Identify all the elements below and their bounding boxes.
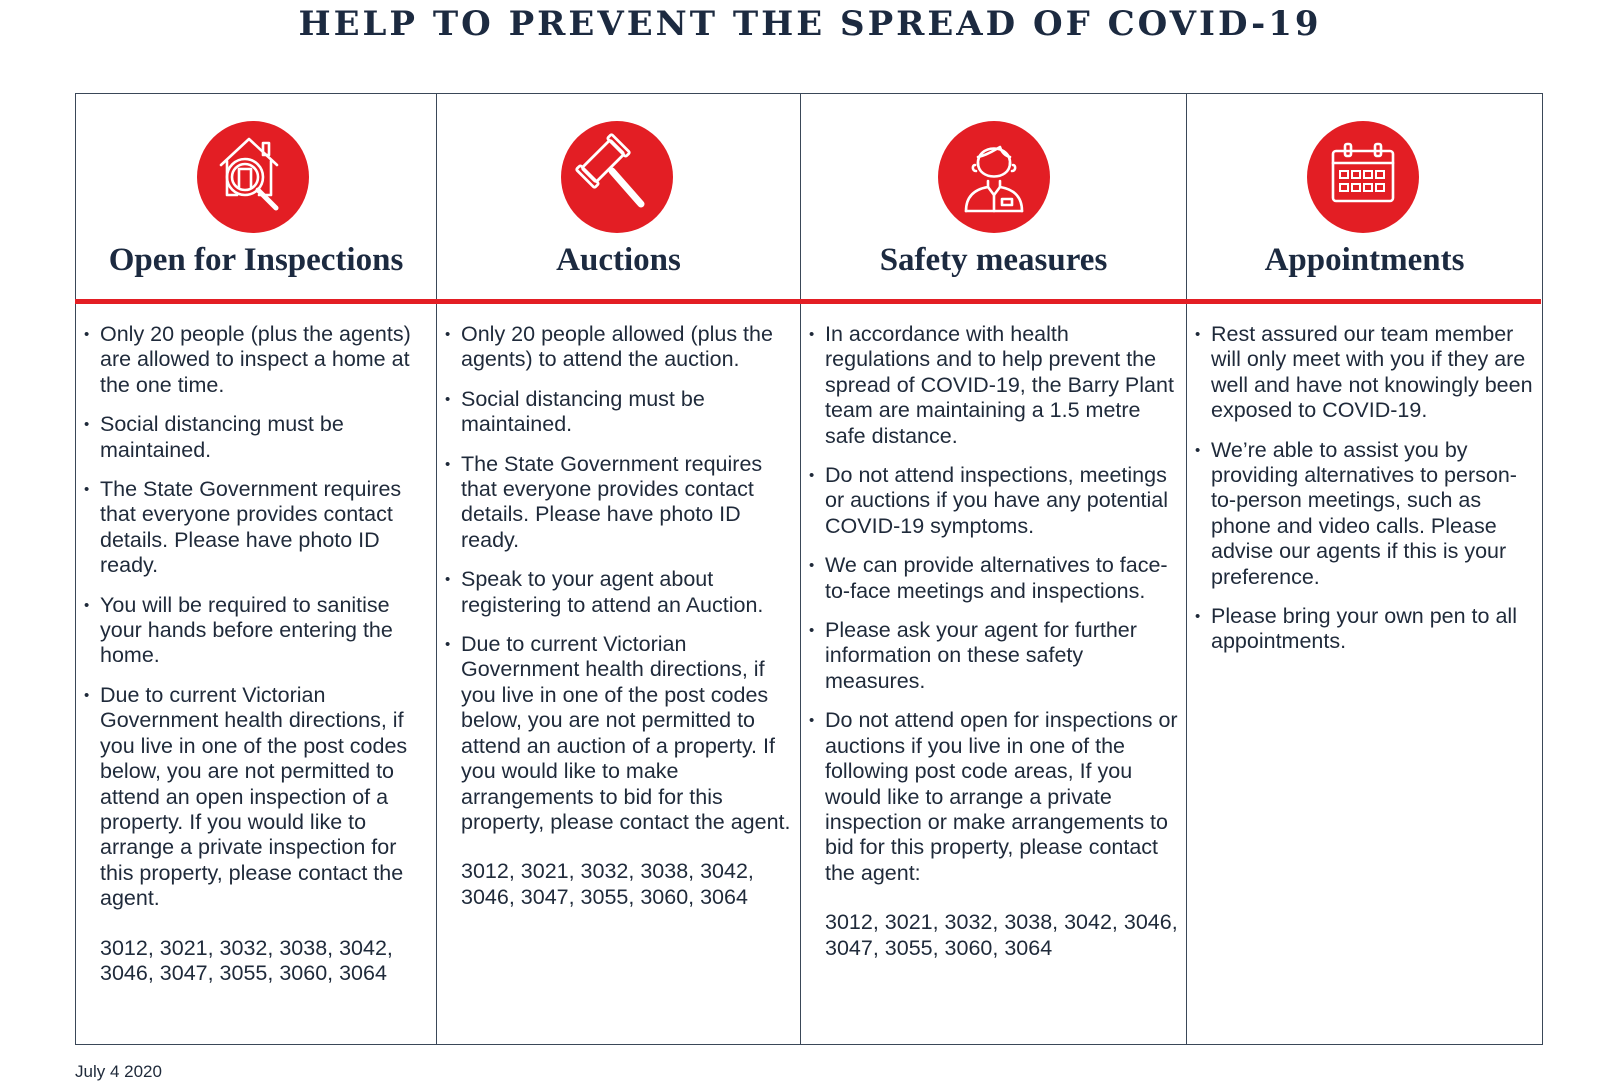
list-item: • Due to current Victorian Government health directions, if you live in one of the post codes below, you are not permitted to attend an open inspection of a property. If you would like to arrange a private inspection for this property, please contact the agent.	[100, 683, 428, 912]
list-item: • Speak to your agent about registering to attend an Auction.	[461, 567, 792, 618]
list-item: • You will be required to sanitise your hands before entering the home.	[100, 593, 428, 669]
column-body	[801, 322, 1186, 961]
calendar-icon	[1307, 121, 1419, 233]
column-heading: Appointments	[1264, 242, 1465, 278]
list-item: • Please ask your agent for further information on these safety measures.	[825, 618, 1178, 694]
list-item: • Please bring your own pen to all appointments.	[1211, 604, 1534, 655]
column-appointments	[1187, 94, 1542, 1044]
list-item: • In accordance with health regulations and to help prevent the spread of COVID-19, the Barry Plant team are maintaining a 1.5 metre safe distance.	[825, 322, 1178, 449]
column-safety-measures	[801, 94, 1187, 1044]
list-item: • Only 20 people allowed (plus the agents) to attend the auction.	[461, 322, 792, 373]
column-body	[1187, 322, 1542, 669]
info-table	[75, 93, 1543, 1045]
list-item: • Only 20 people (plus the agents) are allowed to inspect a home at the one time.	[100, 322, 428, 398]
header-divider	[75, 299, 1541, 304]
list-item: • The State Government requires that everyone provides contact details. Please have photo ID ready.	[461, 452, 792, 554]
column-heading: Open for Inspections	[108, 242, 404, 278]
gavel-icon	[561, 121, 673, 233]
list-item: • We’re able to assist you by providing alternatives to person-to-person meetings, such as phone and video calls. Please advise our agents if this is your preference.	[1211, 438, 1534, 590]
column-open-for-inspections	[76, 94, 437, 1044]
list-item: • Due to current Victorian Government health directions, if you live in one of the post codes below, you are not permitted to attend an auction of a property. If you would like to make arrangements to bid for this property, please contact the agent.	[461, 632, 792, 835]
postcodes-list: 3012, 3021, 3032, 3038, 3042, 3046, 3047, 3055, 3060, 3064	[100, 935, 393, 985]
column-body	[76, 322, 436, 986]
page-title: HELP TO PREVENT THE SPREAD OF COVID-19	[298, 4, 1322, 44]
list-item: • Rest assured our team member will only meet with you if they are well and have not knowingly been exposed to COVID-19.	[1211, 322, 1534, 424]
column-heading: Auctions	[556, 242, 681, 278]
list-item: • Do not attend inspections, meetings or auctions if you have any potential COVID-19 symptoms.	[825, 463, 1178, 539]
list-item: • Social distancing must be maintained.	[461, 387, 792, 438]
postcodes-list: 3012, 3021, 3032, 3038, 3042, 3046, 3047, 3055, 3060, 3064	[825, 910, 1178, 960]
house-search-icon	[197, 121, 309, 233]
list-item: • Social distancing must be maintained.	[100, 412, 428, 463]
column-heading: Safety measures	[879, 242, 1108, 278]
list-item: • Do not attend open for inspections or auctions if you live in one of the following post code areas, If you would like to arrange a private inspection or make arrangements to bid for this property, please contact the agent:	[825, 708, 1178, 886]
postcodes-list: 3012, 3021, 3032, 3038, 3042, 3046, 3047, 3055, 3060, 3064	[461, 859, 754, 909]
list-item: • We can provide alternatives to face-to-face meetings and inspections.	[825, 553, 1178, 604]
column-body	[437, 322, 800, 910]
date-label: July 4 2020	[75, 1062, 162, 1081]
agent-person-icon	[938, 121, 1050, 233]
column-auctions	[437, 94, 801, 1044]
list-item: • The State Government requires that everyone provides contact details. Please have photo ID ready.	[100, 477, 428, 579]
